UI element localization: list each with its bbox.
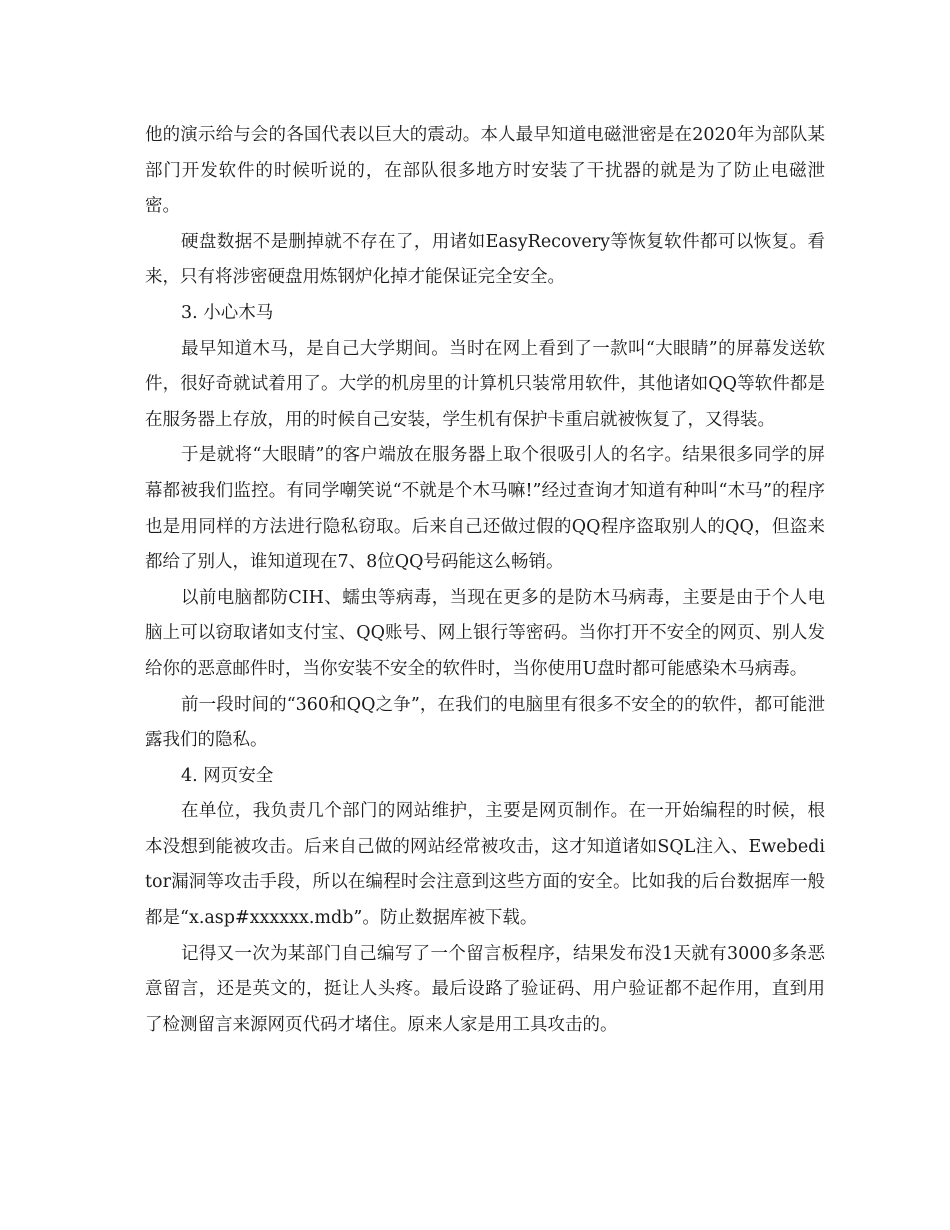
paragraph: 以前电脑都防CIH、蠕虫等病毒，当现在更多的是防木马病毒，主要是由于个人电脑上可以窃取诸如支付宝、QQ账号、网上银行等密码。当你打开不安全的网页、别人发给你的恶意邮件时，当你安装不安全的软件时，当你使用U盘时都可能感染木马病毒。 [145,587,825,679]
paragraph: 在单位，我负责几个部门的网站维护，主要是网页制作。在一开始编程的时候，根本没想到能被攻击。后来自己做的网站经常被攻击，这才知道诸如SQL注入、Ewebeditor漏洞等攻击手段，所以在编程时会注意到这些方面的安全。比如我的后台数据库一般都是“x.asp#xxxxxx.mdb”。防止数据库被下载。 [145,801,825,929]
paragraph-continuation: 他的演示给与会的各国代表以巨大的震动。本人最早知道电磁泄密是在2020年为部队某部门开发软件的时候听说的，在部队很多地方时安装了干扰器的就是为了防止电磁泄密。 [145,125,825,217]
paragraph: 硬盘数据不是删掉就不存在了，用诸如EasyRecovery等恢复软件都可以恢复。看来，只有将涉密硬盘用炼钢炉化掉才能保证完全安全。 [145,231,825,288]
paragraph: 前一段时间的“360和QQ之争”，在我们的电脑里有很多不安全的的软件，都可能泄露我们的隐私。 [145,694,825,751]
document-body [145,118,825,1043]
paragraph: 最早知道木马，是自己大学期间。当时在网上看到了一款叫“大眼睛”的屏幕发送软件，很好奇就试着用了。大学的机房里的计算机只装常用软件，其他诸如QQ等软件都是在服务器上存放，用的时候自己安装，学生机有保护卡重启就被恢复了，又得装。 [145,338,825,430]
section-heading: 4. 网页安全 [181,765,274,786]
paragraph: 于是就将“大眼睛”的客户端放在服务器上取个很吸引人的名字。结果很多同学的屏幕都被我们监控。有同学嘲笑说“不就是个木马嘛!”经过查询才知道有种叫“木马”的程序也是用同样的方法进行隐私窃取。后来自己还做过假的QQ程序盗取别人的QQ，但盗来都给了别人，谁知道现在7、8位QQ号码能这么畅销。 [145,445,825,573]
paragraph: 记得又一次为某部门自己编写了一个留言板程序，结果发布没1天就有3000多条恶意留言，还是英文的，挺让人头疼。最后设路了验证码、用户验证都不起作用，直到用了检测留言来源网页代码才堵住。原来人家是用工具攻击的。 [145,943,825,1035]
section-heading: 3. 小心木马 [181,302,274,323]
